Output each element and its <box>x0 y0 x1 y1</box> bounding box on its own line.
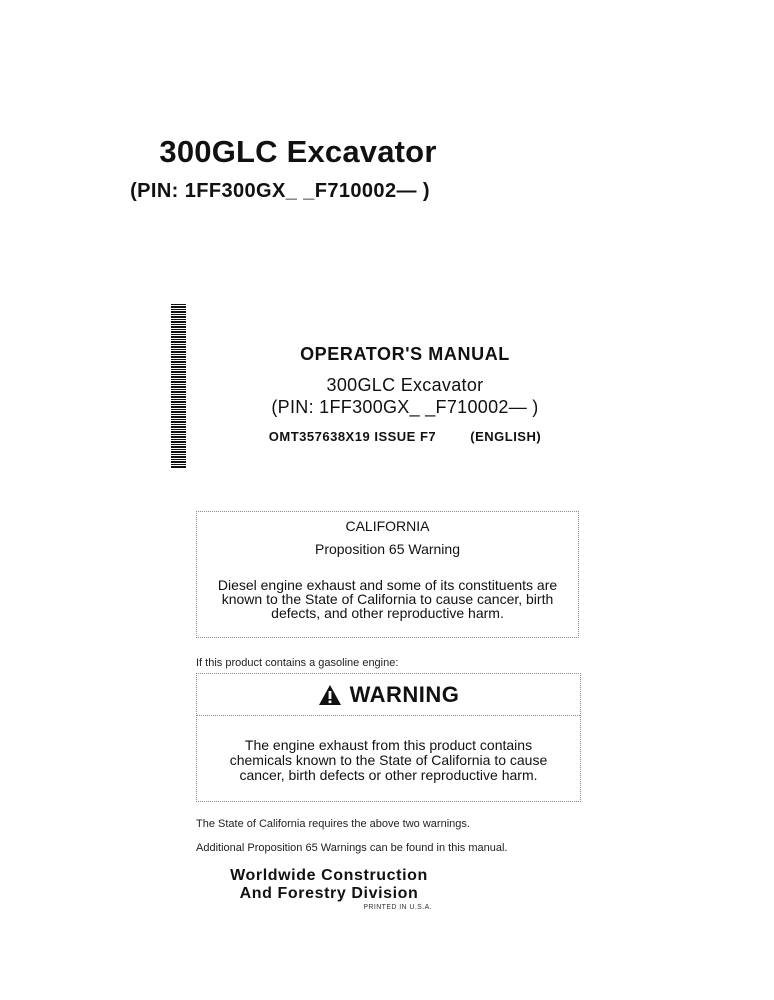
manual-code-line <box>190 429 620 444</box>
manual-language: (ENGLISH) <box>470 429 542 444</box>
printed-in-usa: PRINTED IN U.S.A. <box>363 904 432 911</box>
warning-body: The engine exhaust from this product contains chemicals known to the State of California to cause cancer, birth defects or other reproductive harm. <box>229 737 548 783</box>
california-subtitle: Proposition 65 Warning <box>314 541 460 557</box>
warning-header <box>197 674 580 716</box>
manual-code: OMT357638X19 <box>268 429 371 444</box>
california-warning-box <box>196 511 579 638</box>
manual-pin: (PIN: 1FF300GX_ _F710002— ) <box>271 397 539 417</box>
california-title: CALIFORNIA <box>345 518 430 534</box>
manual-issue: ISSUE F7 <box>374 429 437 444</box>
footnote-required-warnings: The State of California requires the above two warnings. <box>196 818 470 830</box>
manual-model: 300GLC Excavator <box>326 375 484 395</box>
warning-triangle-icon <box>318 684 342 706</box>
gasoline-note: If this product contains a gasoline engine: <box>196 657 399 669</box>
barcode <box>171 304 186 468</box>
footnote-additional-warnings: Additional Proposition 65 Warnings can be found in this manual. <box>196 842 508 854</box>
division-line-2: And Forestry Division <box>239 885 419 902</box>
division-line-1: Worldwide Construction <box>230 867 428 884</box>
division-name <box>226 867 432 903</box>
warning-box <box>196 673 581 802</box>
cover-title: 300GLC Excavator <box>159 134 437 169</box>
california-body: Diesel engine exhaust and some of its constituents are known to the State of California to cause cancer, birth defects, and other reproductive harm. <box>217 577 558 621</box>
manual-heading: OPERATOR'S MANUAL <box>300 344 510 364</box>
cover-pin: (PIN: 1FF300GX_ _F710002— ) <box>130 180 430 202</box>
warning-label: WARNING <box>349 681 460 707</box>
